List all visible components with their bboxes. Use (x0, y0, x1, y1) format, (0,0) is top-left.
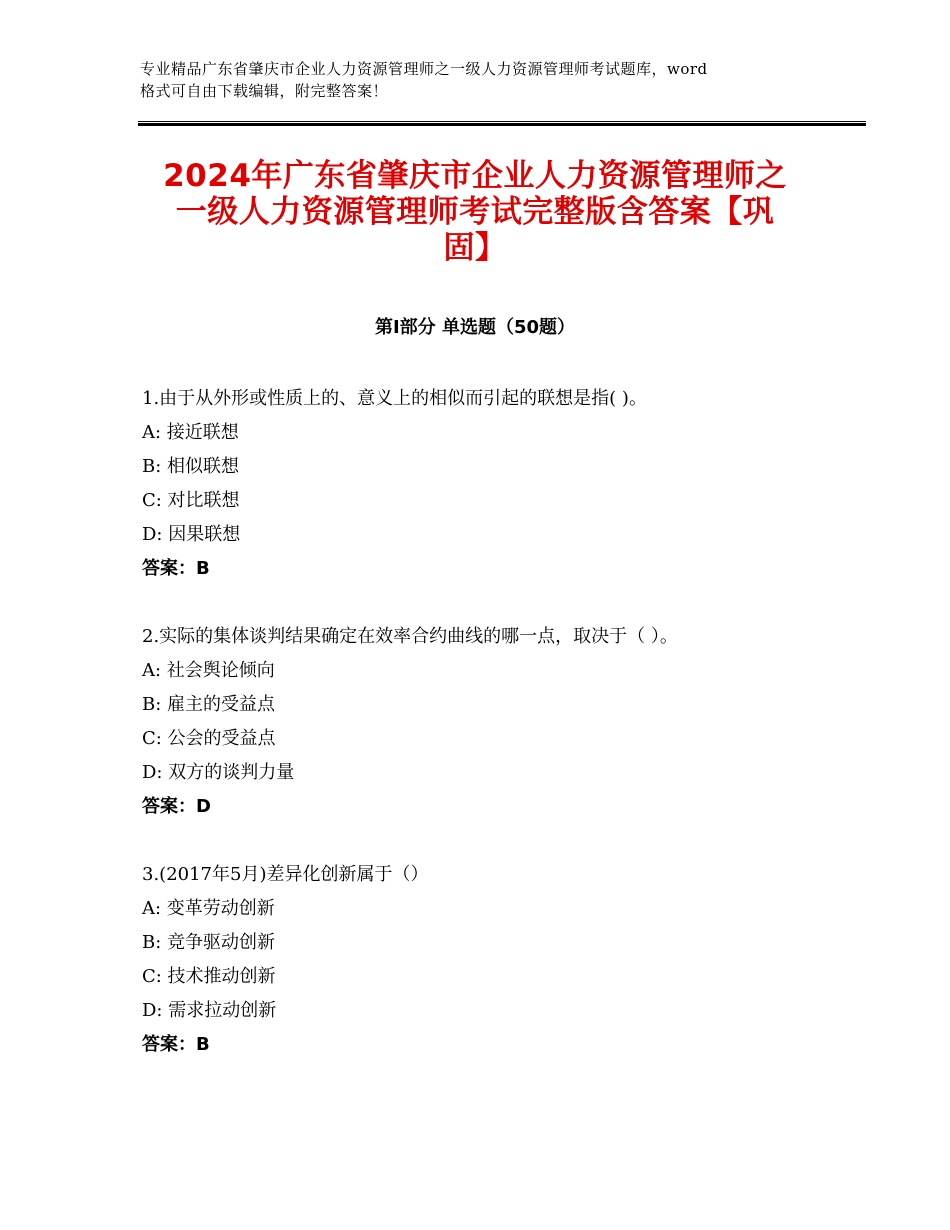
option-d: D: 需求拉动创新 (142, 1000, 277, 1021)
question-text: 3.(2017年5月)差异化创新属于（） (142, 864, 429, 885)
question-list (142, 382, 832, 1096)
title-line: 一级人力资源管理师考试完整版含答案【巩 (175, 194, 775, 230)
header-note (140, 58, 830, 102)
header-note-line: 专业精品广东省肇庆市企业人力资源管理师之一级人力资源管理师考试题库，word (140, 60, 708, 78)
option-b: B: 雇主的受益点 (142, 694, 276, 715)
question-answer: 答案：D (142, 796, 211, 817)
document-title (120, 158, 830, 266)
option-b: B: 竞争驱动创新 (142, 932, 276, 953)
question-item (142, 620, 832, 824)
title-line: 固】 (443, 230, 507, 266)
header-note-line: 格式可自由下载编辑，附完整答案！ (140, 82, 389, 100)
title-line: 2024年广东省肇庆市企业人力资源管理师之 (163, 158, 787, 194)
question-text: 2.实际的集体谈判结果确定在效率合约曲线的哪一点，取决于（ ）。 (142, 626, 678, 647)
section-title: 第Ⅰ部分 单选题（50题） (374, 317, 575, 338)
option-b: B: 相似联想 (142, 456, 240, 477)
option-a: A: 接近联想 (142, 422, 239, 443)
divider-thick-line (138, 123, 866, 126)
question-text: 1.由于从外形或性质上的、意义上的相似而引起的联想是指( )。 (142, 388, 647, 409)
option-c: C: 对比联想 (142, 490, 240, 511)
question-item (142, 382, 832, 586)
question-answer: 答案：B (142, 1034, 210, 1055)
question-answer: 答案：B (142, 558, 210, 579)
option-c: C: 技术推动创新 (142, 966, 276, 987)
header-divider (138, 121, 866, 126)
option-d: D: 双方的谈判力量 (142, 762, 295, 783)
divider-thin-line (138, 121, 866, 122)
option-a: A: 变革劳动创新 (142, 898, 275, 919)
option-a: A: 社会舆论倾向 (142, 660, 275, 681)
question-item (142, 858, 832, 1062)
option-c: C: 公会的受益点 (142, 728, 276, 749)
option-d: D: 因果联想 (142, 524, 241, 545)
